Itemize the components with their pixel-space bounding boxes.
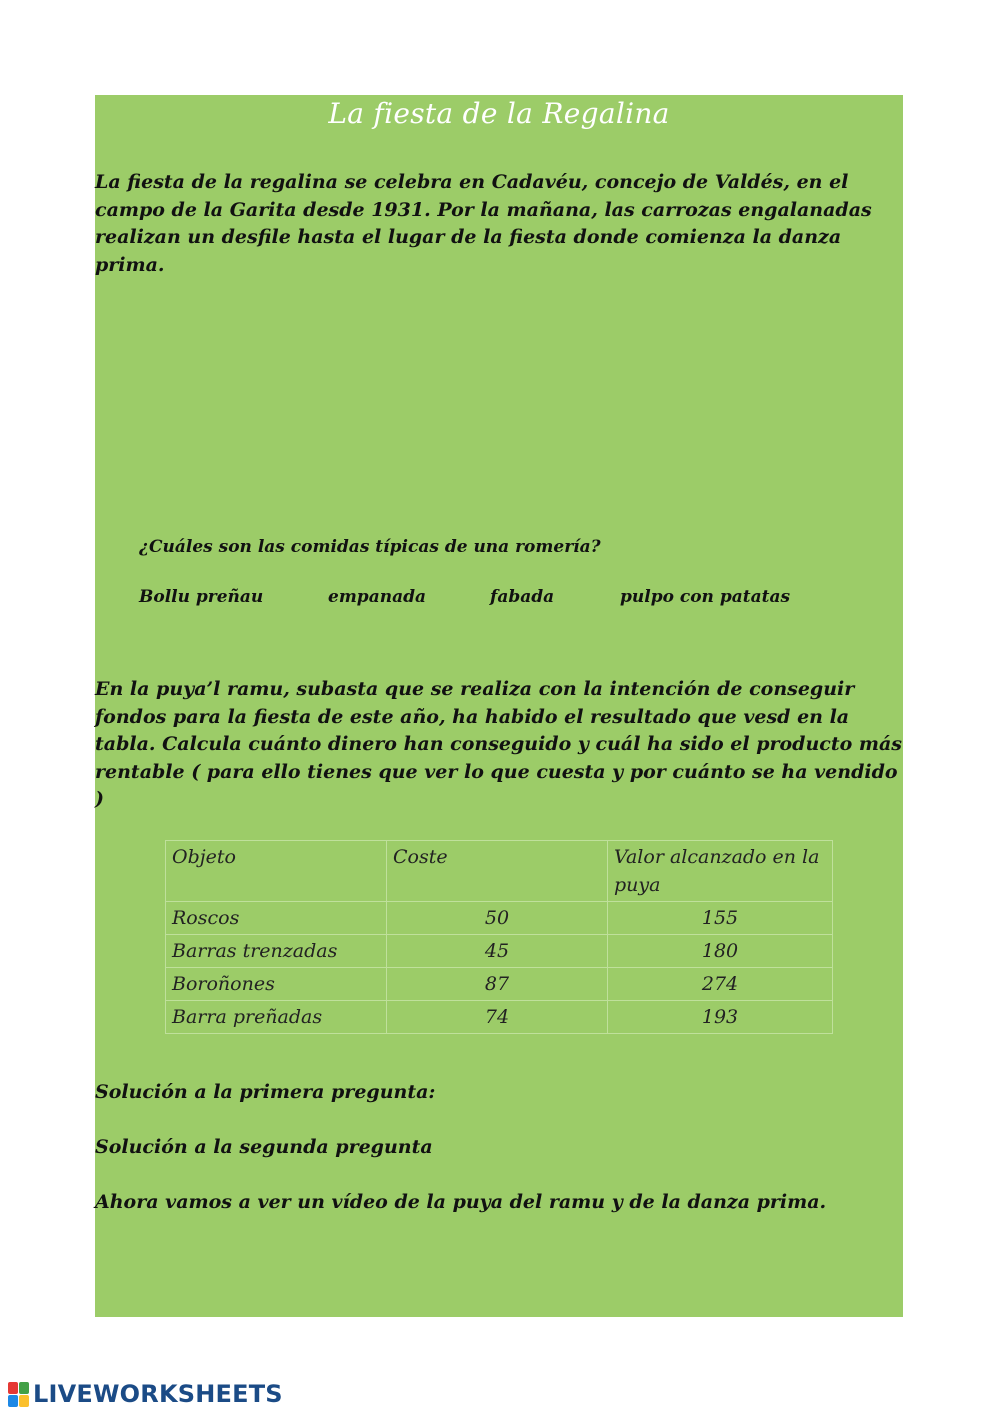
intro-paragraph: La fiesta de la regalina se celebra en Cadavéu, concejo de Valdés, en el campo de la Garita desde 1931. Por la mañana, las carrozas engalanadas realizan un desfile hasta el lugar de la fiesta donde comienza la danza prima. xyxy=(95,171,872,276)
cell-objeto: Boroñones xyxy=(166,968,387,1001)
table-row xyxy=(166,935,833,968)
cell-valor: 274 xyxy=(608,968,833,1001)
auction-results-table xyxy=(165,840,833,1034)
logo-square xyxy=(19,1395,29,1407)
table-header-row xyxy=(166,841,833,902)
cell-valor: 180 xyxy=(608,935,833,968)
liveworksheets-brand[interactable] xyxy=(8,1380,283,1408)
header-objeto: Objeto xyxy=(166,841,387,902)
cell-coste: 50 xyxy=(387,902,608,935)
page-title: La fiesta de la Regalina xyxy=(328,97,670,130)
cell-objeto: Barra preñadas xyxy=(166,1001,387,1034)
logo-square xyxy=(8,1382,18,1394)
header-coste: Coste xyxy=(387,841,608,902)
cell-coste: 87 xyxy=(387,968,608,1001)
header-valor: Valor alcanzado en la puya xyxy=(608,841,833,902)
logo-square xyxy=(19,1382,29,1394)
food-item: pulpo con patatas xyxy=(620,587,791,607)
video-instruction: Ahora vamos a ver un vídeo de la puya del ramu y de la danza prima. xyxy=(95,1191,827,1213)
logo-square xyxy=(8,1395,18,1407)
cell-objeto: Barras trenzadas xyxy=(166,935,387,968)
worksheet-page xyxy=(95,95,903,1317)
food-question: ¿Cuáles son las comidas típicas de una romería? xyxy=(139,537,601,557)
solution-2-label: Solución a la segunda pregunta xyxy=(95,1136,433,1158)
food-item: empanada xyxy=(328,587,426,607)
food-item: Bollu preñau xyxy=(139,587,264,607)
table-row xyxy=(166,1001,833,1034)
cell-coste: 45 xyxy=(387,935,608,968)
cell-valor: 193 xyxy=(608,1001,833,1034)
food-item: fabada xyxy=(490,587,555,607)
table-row xyxy=(166,968,833,1001)
brand-name: LIVEWORKSHEETS xyxy=(33,1380,283,1408)
cell-coste: 74 xyxy=(387,1001,608,1034)
solution-1-label: Solución a la primera pregunta: xyxy=(95,1081,436,1103)
cell-valor: 155 xyxy=(608,902,833,935)
liveworksheets-logo-icon xyxy=(8,1382,29,1407)
table-row xyxy=(166,902,833,935)
cell-objeto: Roscos xyxy=(166,902,387,935)
puya-paragraph: En la puya’l ramu, subasta que se realiza con la intención de conseguir fondos para la fiesta de este año, ha habido el resultado que vesd en la tabla. Calcula cuánto dinero han conseguido y cuál ha sido el producto más rentable ( para ello tienes que ver lo que cuesta y por cuánto se ha vendido ) xyxy=(95,678,903,810)
